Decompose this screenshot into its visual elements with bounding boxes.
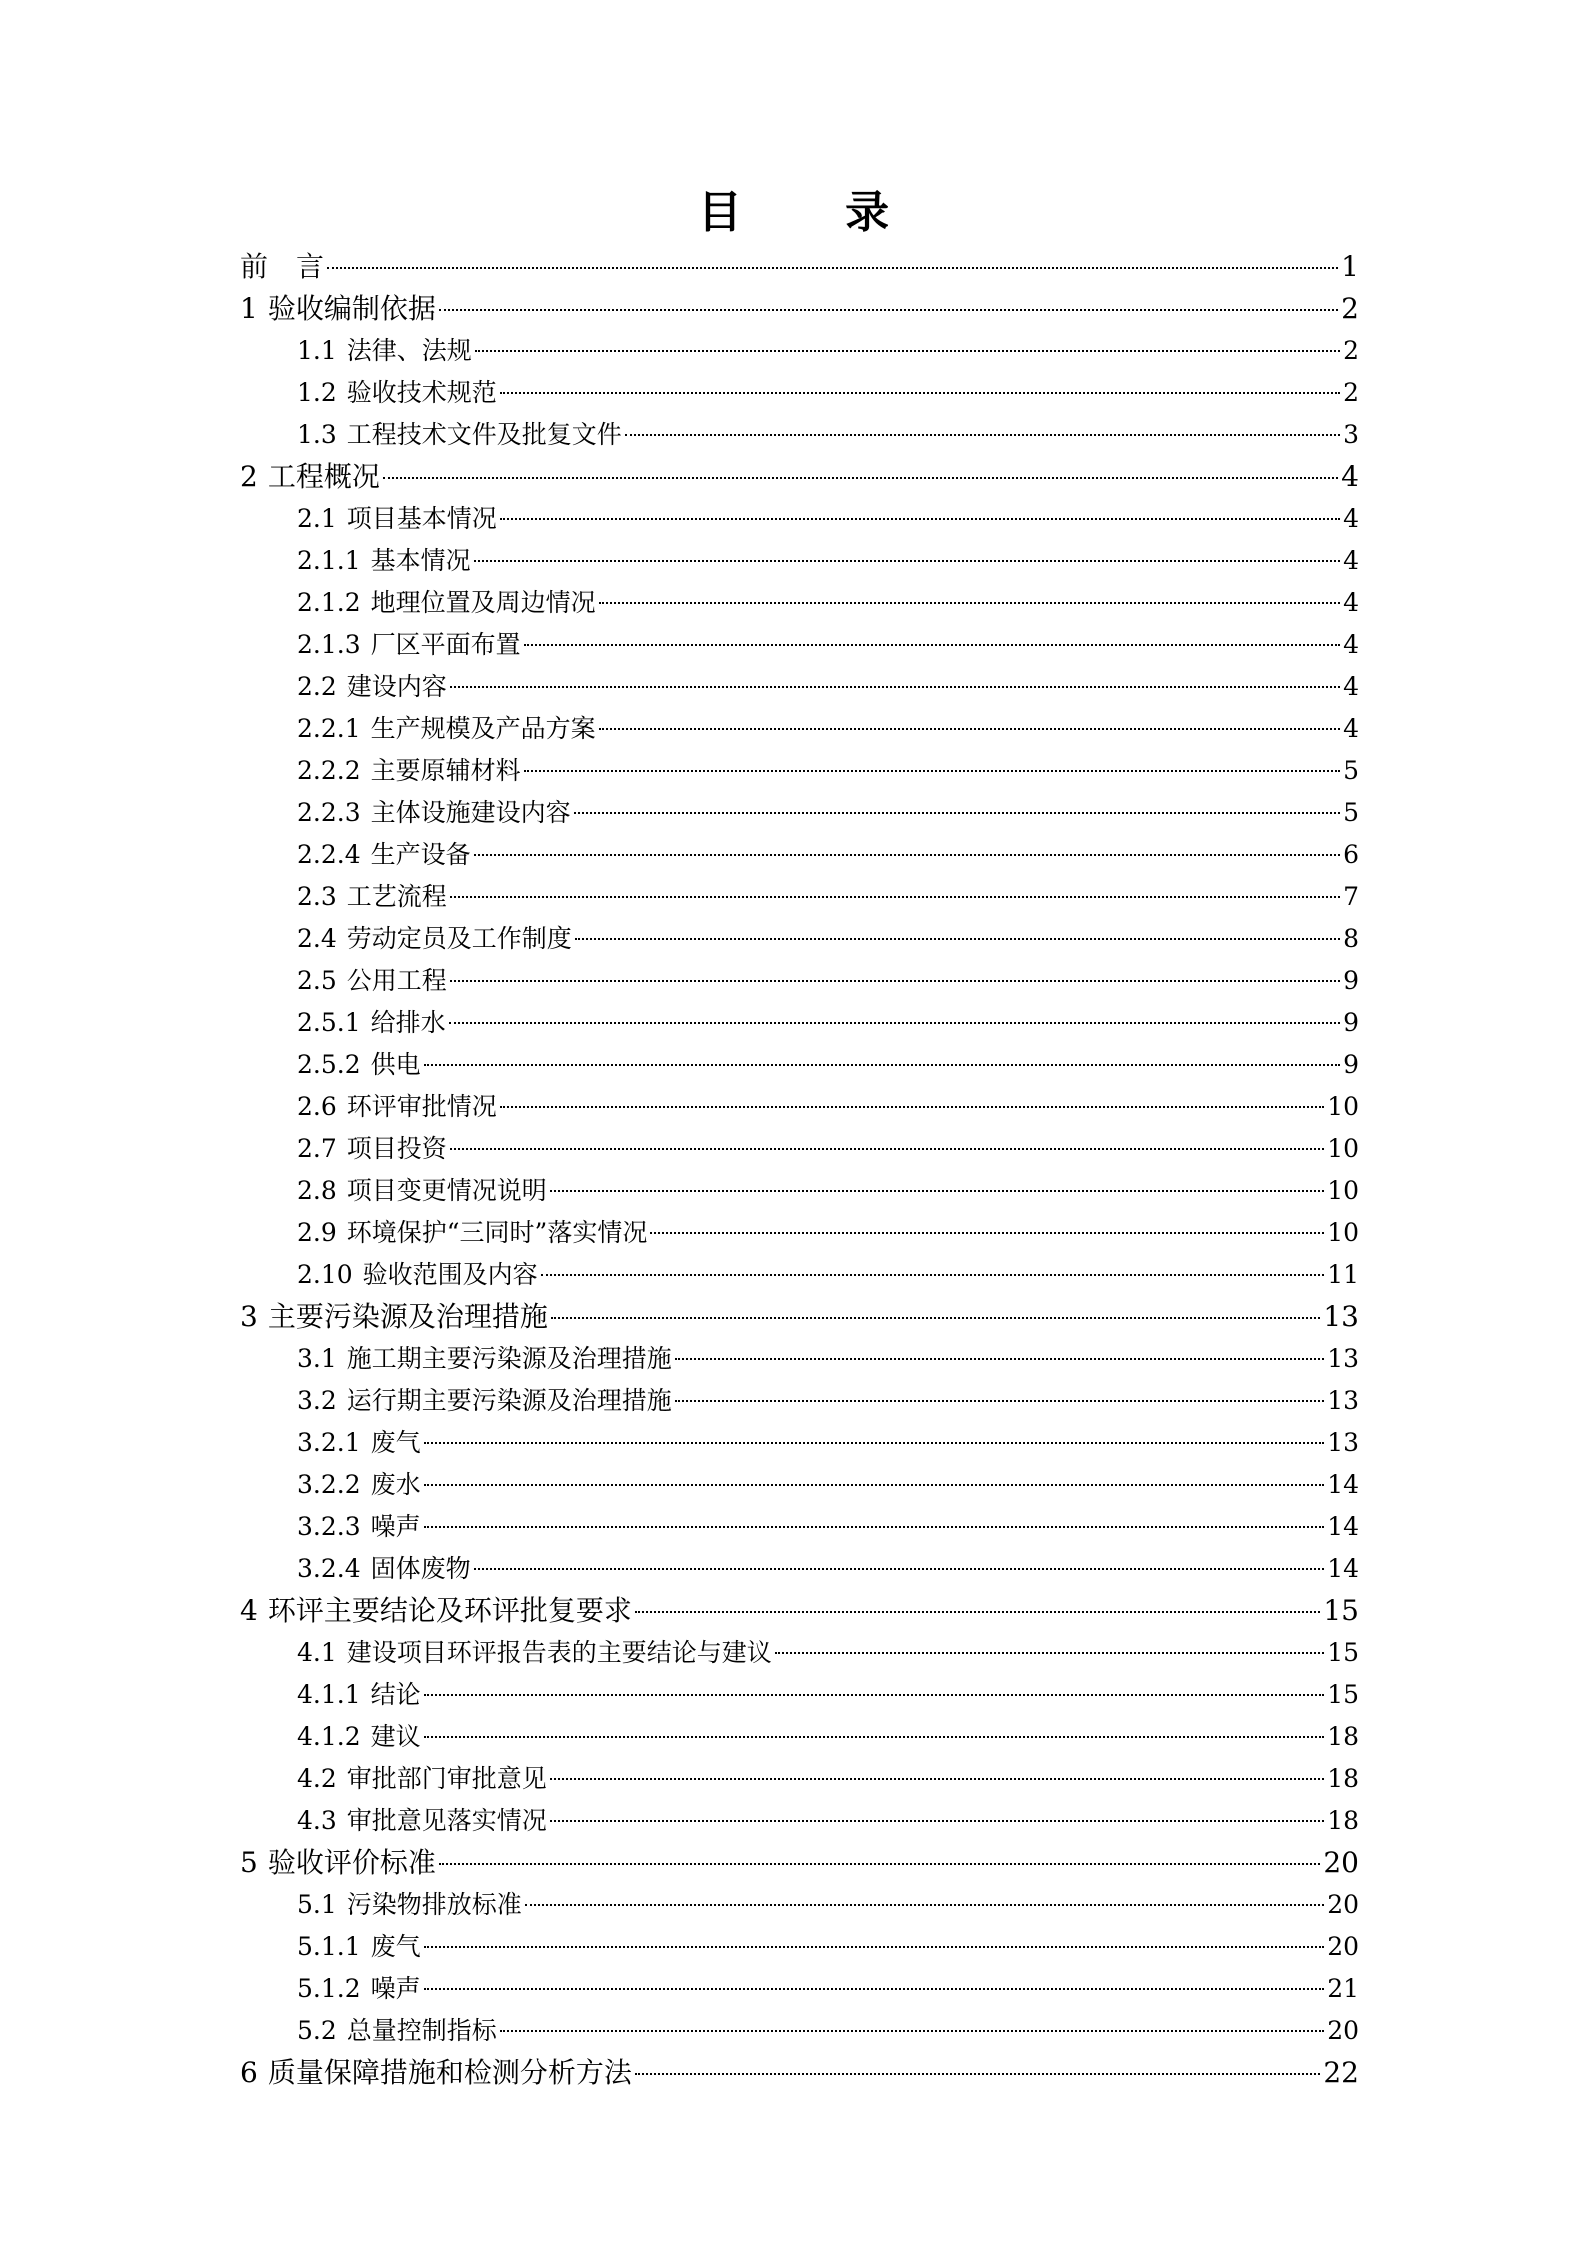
toc-entry-number: 2.3 [297,882,337,911]
toc-entry[interactable] [240,1800,1359,1842]
toc-entry-title: 主体设施建设内容 [370,798,571,827]
toc-entry-number: 2 [240,460,258,493]
toc-entry-number: 2.10 [297,1260,353,1289]
toc-entry-page-number: 10 [1327,1092,1359,1121]
toc-entry-page-number: 14 [1327,1554,1359,1583]
toc-entry[interactable] [240,1590,1359,1632]
toc-entry-title: 验收范围及内容 [362,1260,538,1289]
dot-leader [551,1317,1321,1319]
toc-entry[interactable] [240,624,1359,666]
dot-leader [775,1652,1324,1654]
toc-entry-title: 主要污染源及治理措施 [267,1300,548,1333]
toc-entry[interactable] [240,750,1359,792]
toc-entry-title: 生产设备 [370,840,471,869]
toc-entry-page-number: 8 [1343,924,1359,953]
dot-leader [675,1400,1324,1402]
dot-leader [575,938,1340,940]
dot-leader [524,770,1340,772]
toc-entry-page-number: 2 [1341,292,1359,325]
toc-entry-title: 噪声 [370,1512,421,1541]
toc-entry-number: 1 [240,292,258,325]
toc-entry-page-number: 18 [1327,1722,1359,1751]
toc-entry-page-number: 9 [1343,1008,1359,1037]
toc-entry-number: 2.8 [297,1176,337,1205]
toc-entry-title: 项目变更情况说明 [346,1176,547,1205]
toc-entry-page-number: 5 [1343,798,1359,827]
toc-entry-title: 废水 [370,1470,421,1499]
toc-entry[interactable] [240,792,1359,834]
toc-entry-page-number: 10 [1327,1218,1359,1247]
toc-entry-title: 废气 [370,1932,421,1961]
toc-entry[interactable] [240,582,1359,624]
toc-entry-title: 法律、法规 [346,336,472,365]
toc-entry-page-number: 7 [1343,882,1359,911]
toc-entry-number: 2.2 [297,672,337,701]
toc-entry-page-number: 3 [1343,420,1359,449]
toc-entry-number: 4.1.1 [297,1680,361,1709]
toc-entry-title: 验收技术规范 [346,378,497,407]
toc-title: 目 录 [697,187,934,238]
toc-entry[interactable] [240,2052,1359,2094]
dot-leader [541,1274,1325,1276]
dot-leader [550,1190,1324,1192]
toc-entry-title: 厂区平面布置 [370,630,521,659]
toc-entry-number: 6 [240,2056,258,2089]
toc-entry[interactable] [240,1674,1359,1716]
toc-entry-title: 施工期主要污染源及治理措施 [346,1344,672,1373]
toc-entry-page-number: 20 [1327,2016,1359,2045]
toc-entry-number: 4 [240,1594,258,1627]
dot-leader [599,728,1340,730]
toc-entry-page-number: 4 [1343,546,1359,575]
toc-entry-page-number: 21 [1327,1974,1359,2003]
toc-entry[interactable] [240,288,1359,330]
dot-leader [574,812,1340,814]
toc-entry-title: 工艺流程 [346,882,447,911]
toc-entry[interactable] [240,1632,1359,1674]
toc-entry-page-number: 14 [1327,1512,1359,1541]
toc-entry-title: 审批意见落实情况 [346,1806,547,1835]
toc-entry-number: 2.2.3 [297,798,361,827]
dot-leader [439,309,1338,311]
toc-entry-number: 3.1 [297,1344,337,1373]
toc-entry-page-number: 20 [1327,1932,1359,1961]
toc-entry[interactable] [240,1086,1359,1128]
toc-entry-title: 地理位置及周边情况 [370,588,596,617]
toc-entry[interactable] [240,834,1359,876]
toc-entry-page-number: 2 [1343,336,1359,365]
toc-entry[interactable] [240,1758,1359,1800]
toc-entry-title: 项目基本情况 [346,504,497,533]
toc-entry-title: 废气 [370,1428,421,1457]
toc-entry-title: 生产规模及产品方案 [370,714,596,743]
toc-entry-page-number: 9 [1343,1050,1359,1079]
toc-entry-title: 质量保障措施和检测分析方法 [267,2056,632,2089]
dot-leader [450,980,1340,982]
toc-entry-number: 2.9 [297,1218,337,1247]
toc-entry-number: 2.1.1 [297,546,361,575]
dot-leader [383,477,1338,479]
toc-entry-page-number: 4 [1343,588,1359,617]
toc-entry-number: 3.2.1 [297,1428,361,1457]
toc-entry-number: 2.2.4 [297,840,361,869]
toc-entry[interactable] [240,1044,1359,1086]
toc-entry-number: 2.1 [297,504,337,533]
toc-entry[interactable] [240,540,1359,582]
toc-entry-page-number: 4 [1341,460,1359,493]
toc-entry-number: 4.3 [297,1806,337,1835]
dot-leader [450,686,1340,688]
toc-entry[interactable] [240,1884,1359,1926]
dot-leader [450,896,1340,898]
toc-entry[interactable] [240,666,1359,708]
toc-entry-page-number: 10 [1327,1176,1359,1205]
toc-entry-page-number: 10 [1327,1134,1359,1163]
toc-entry-number: 1.3 [297,420,337,449]
toc-entry[interactable] [240,246,1359,288]
toc-entry-title: 建设内容 [346,672,447,701]
toc-entry[interactable] [240,456,1359,498]
toc-entry-title: 环评主要结论及环评批复要求 [267,1594,632,1627]
toc-entry-number: 2.7 [297,1134,337,1163]
toc-entry-number: 5.1 [297,1890,337,1919]
toc-entry-number: 5 [240,1846,258,1879]
dot-leader [635,2073,1321,2075]
toc-entry[interactable] [240,330,1359,372]
toc-entry-number: 2.5.2 [297,1050,361,1079]
toc-entry-title: 环境保护“三同时”落实情况 [346,1218,648,1247]
toc-entry-number: 2.1.3 [297,630,361,659]
dot-leader [635,1611,1321,1613]
toc-entry[interactable] [240,1296,1359,1338]
dot-leader [474,854,1340,856]
toc-entry-number: 2.4 [297,924,337,953]
dot-leader [525,1904,1324,1906]
toc-entry-number: 5.2 [297,2016,337,2045]
toc-entry-number: 1.2 [297,378,337,407]
toc-entry[interactable] [240,1002,1359,1044]
toc-entry-number: 4.1 [297,1638,337,1667]
toc-entry[interactable] [240,1464,1359,1506]
dot-leader [625,434,1340,436]
toc-entry-number: 2.5 [297,966,337,995]
dot-leader [327,267,1338,269]
toc-entry-title: 验收编制依据 [267,292,436,325]
toc-entry-number: 2.2.2 [297,756,361,785]
dot-leader [424,1526,1325,1528]
toc-entry-page-number: 15 [1327,1638,1359,1667]
toc-entry[interactable] [240,1968,1359,2010]
toc-entry-title: 劳动定员及工作制度 [346,924,572,953]
toc-entry-title: 项目投资 [346,1134,447,1163]
toc-entry-number: 1.1 [297,336,337,365]
toc-entry-title: 结论 [370,1680,421,1709]
toc-entry-number: 3.2 [297,1386,337,1415]
toc-entry-page-number: 18 [1327,1806,1359,1835]
dot-leader [424,1946,1325,1948]
toc-entry-title: 噪声 [370,1974,421,2003]
dot-leader [424,1736,1325,1738]
toc-entry[interactable] [240,498,1359,540]
toc-entry-page-number: 4 [1343,672,1359,701]
toc-entry[interactable] [240,960,1359,1002]
toc-entry[interactable] [240,1842,1359,1884]
toc-entry[interactable] [240,1548,1359,1590]
toc-entry-number: 3.2.2 [297,1470,361,1499]
toc-entry-number: 2.2.1 [297,714,361,743]
dot-leader [500,2030,1324,2032]
dot-leader [524,644,1340,646]
toc-entry-page-number: 2 [1343,378,1359,407]
toc-entry-title: 环评审批情况 [346,1092,497,1121]
dot-leader [500,392,1340,394]
toc-entry-page-number: 20 [1323,1846,1359,1879]
toc-entry-number: 2.1.2 [297,588,361,617]
toc-entry-title: 公用工程 [346,966,447,995]
toc-entry-number: 3 [240,1300,258,1333]
toc-entry[interactable] [240,1254,1359,1296]
toc-entry-title: 工程概况 [267,460,380,493]
toc-entry-title: 固体废物 [370,1554,471,1583]
toc-entry-page-number: 22 [1323,2056,1359,2089]
table-of-contents [240,246,1359,2094]
toc-entry-title: 污染物排放标准 [346,1890,522,1919]
toc-entry[interactable] [240,2010,1359,2052]
toc-entry[interactable] [240,1170,1359,1212]
dot-leader [449,1022,1340,1024]
dot-leader [424,1988,1325,1990]
toc-entry-page-number: 6 [1343,840,1359,869]
toc-entry-number: 2.6 [297,1092,337,1121]
toc-entry-title: 建议 [370,1722,421,1751]
toc-entry-page-number: 13 [1323,1300,1359,1333]
toc-entry-title: 基本情况 [370,546,471,575]
toc-entry-number: 3.2.4 [297,1554,361,1583]
toc-entry-page-number: 15 [1323,1594,1359,1627]
dot-leader [424,1694,1325,1696]
dot-leader [550,1820,1324,1822]
toc-entry-title: 审批部门审批意见 [346,1764,547,1793]
toc-entry[interactable] [240,1506,1359,1548]
toc-entry[interactable] [240,1926,1359,1968]
toc-entry-title: 给排水 [370,1008,446,1037]
toc-entry-title: 验收评价标准 [267,1846,436,1879]
toc-entry-page-number: 13 [1327,1344,1359,1373]
dot-leader [500,518,1340,520]
toc-entry-number: 5.1.1 [297,1932,361,1961]
toc-entry-number: 4.2 [297,1764,337,1793]
toc-entry-page-number: 15 [1327,1680,1359,1709]
dot-leader [500,1106,1324,1108]
toc-entry[interactable] [240,1380,1359,1422]
toc-entry-page-number: 13 [1327,1428,1359,1457]
toc-entry-number: 5.1.2 [297,1974,361,2003]
toc-entry-page-number: 13 [1327,1386,1359,1415]
toc-entry-number: 2.5.1 [297,1008,361,1037]
dot-leader [424,1442,1325,1444]
toc-entry-title: 运行期主要污染源及治理措施 [346,1386,672,1415]
toc-entry-page-number: 9 [1343,966,1359,995]
toc-entry-title: 总量控制指标 [346,2016,497,2045]
toc-entry-title: 建设项目环评报告表的主要结论与建议 [346,1638,772,1667]
dot-leader [424,1064,1340,1066]
dot-leader [450,1148,1324,1150]
toc-entry[interactable] [240,918,1359,960]
dot-leader [424,1484,1325,1486]
toc-entry-page-number: 4 [1343,504,1359,533]
dot-leader [550,1778,1324,1780]
toc-entry-page-number: 18 [1327,1764,1359,1793]
toc-entry[interactable] [240,1422,1359,1464]
toc-entry[interactable] [240,372,1359,414]
dot-leader [439,1863,1321,1865]
toc-entry[interactable] [240,1212,1359,1254]
toc-entry[interactable] [240,1338,1359,1380]
dot-leader [474,1568,1325,1570]
toc-entry[interactable] [240,708,1359,750]
toc-entry[interactable] [240,1716,1359,1758]
toc-entry-page-number: 4 [1343,630,1359,659]
dot-leader [675,1358,1324,1360]
toc-entry-title: 主要原辅材料 [370,756,521,785]
dot-leader [474,560,1340,562]
toc-entry-page-number: 5 [1343,756,1359,785]
toc-entry[interactable] [240,414,1359,456]
toc-entry-title: 前 言 [240,250,325,283]
toc-entry-page-number: 14 [1327,1470,1359,1499]
toc-entry[interactable] [240,876,1359,918]
toc-entry-page-number: 20 [1327,1890,1359,1919]
toc-entry-page-number: 1 [1341,250,1359,283]
toc-entry-page-number: 11 [1327,1260,1359,1289]
toc-entry-title: 工程技术文件及批复文件 [346,420,622,449]
dot-leader [475,350,1340,352]
dot-leader [599,602,1340,604]
toc-entry-number: 4.1.2 [297,1722,361,1751]
dot-leader [650,1232,1324,1234]
toc-entry-page-number: 4 [1343,714,1359,743]
toc-entry[interactable] [240,1128,1359,1170]
toc-entry-title: 供电 [370,1050,421,1079]
toc-entry-number: 3.2.3 [297,1512,361,1541]
